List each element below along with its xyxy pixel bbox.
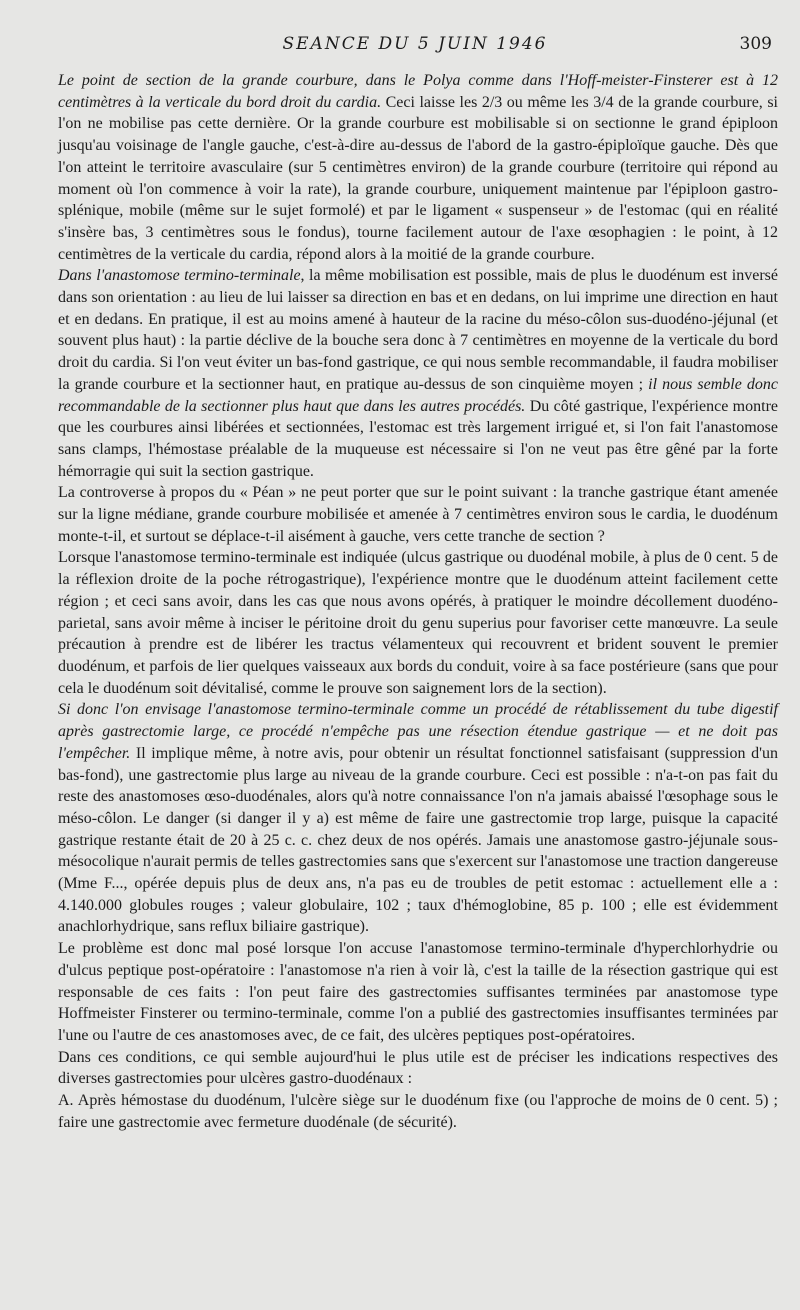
- running-title: SEANCE DU 5 JUIN 1946: [282, 34, 548, 54]
- paragraph-5-text: Il implique même, à notre avis, pour obtenir un résultat fonctionnel satisfaisant (suppression d'un bas-fond), une gastrectomie plus large au niveau de la grande courbure. Ceci est possible : n'a-t-on pas fait du reste des anastomoses œso-duodénales, alors qu'à notre connaissance l'on n'a jamais abaissé l'œsophage sous le méso-côlon. Le danger (si danger il y a) est même de faire une gastrectomie trop large, puisque la capacité gastrique restante était de 20 à 25 c. c. chez deux de nos opérés. Jamais une anastomose gastro-jéjunale sous-mésocolique n'aurait permis de telles gastrectomies sans que s'exercent sur l'anastomose une traction dangereuse (Mme F..., opérée depuis plus de deux ans, n'a pas eu de troubles de petit estomac : actuellement elle a : 4.140.000 globules rouges ; valeur globulaire, 102 ; taux d'hémoglobine, 85 p. 100 ; elle est évidemment anachlorhydrique, sans reflux biliaire gastrique).: [58, 744, 778, 936]
- paragraph-4-text: Lorsque l'anastomose termino-terminale est indiquée (ulcus gastrique ou duodénal mobile, à plus de 0 cent. 5 de la réflexion droite de la poche rétrogastrique), l'expérience montre que le duodénum atteint facilement cette région ; et ceci sans avoir, dans les cas que nous avons opérés, à pratiquer le moindre décollement duodéno-parietal, sans avoir même à inciser le péritoine droit du genu superius pour favoriser cette manœuvre. La seule précaution à prendre est de libérer les tractus vélamenteux qui recouvrent et brident souvent le premier duodénum, et parfois de lier quelques vaisseaux aux bords du conduit, voire à sa face postérieure (sans que pour cela le duodénum soit dévitalisé, comme le prouve son saignement lors de la section).: [58, 549, 778, 697]
- paragraph-1-italic-segment: Le point de section de la grande courbure, dans le Polya comme dans l'Hoff-meister-Finsterer est à 12 centimètres à la verticale du bord droit du cardia.: [58, 72, 778, 111]
- paragraph-1: [58, 70, 778, 265]
- paragraph-2-italic-lead: Dans l'anastomose termino-terminale: [58, 267, 301, 285]
- page-number: 309: [739, 34, 772, 54]
- paragraph-2-text-segment: , la même mobilisation est possible, mais de plus le duodénum est inversé dans son orientation : au lieu de lui laisser sa direction en bas et en dedans, on lui imprime une direction en haut et en dedans. En pratique, il est au moins amené à hauteur de la racine du méso-côlon sus-duodéno-jéjunal (et souvent plus haut) : la partie déclive de la bouche sera donc à 7 centimètres en moyenne de la verticale du bord droit du cardia. Si l'on veut éviter un bas-fond gastrique, ce qui nous semble recommandable, il faudra mobiliser la grande courbure et la sectionner haut, en pratique au-dessus de son cinquième moyen ;: [58, 267, 778, 393]
- paragraph-3-text: La controverse à propos du « Péan » ne peut porter que sur le point suivant : la tranche gastrique étant amenée sur la ligne médiane, grande courbure mobilisée et amenée à 7 centimètres environ sous le cardia, le duodénum monte-t-il, et surtout se déplace-t-il aisément à gauche, vers cette tranche de section ?: [58, 484, 778, 545]
- paragraph-7-text: Dans ces conditions, ce qui semble aujourd'hui le plus utile est de préciser les indications respectives des diverses gastrectomies pour ulcères gastro-duodénaux :: [58, 1048, 778, 1088]
- paragraph-7: [58, 1047, 778, 1090]
- paragraph-1-text-segment: Ceci laisse les 2/3 ou même les 3/4 de la grande courbure, si l'on ne mobilise pas cette dernière. Or la grande courbure est mobilisable si on sectionne le grand épiploon jusqu'au voisinage de l'angle gauche, c'est-à-dire au-dessus de l'abord de la gastro-épiploïque gauche. Dès que l'on atteint le territoire avasculaire (sur 5 centimètres environ) de la grande courbure (territoire qui répond au moment où l'on commence à voir la rate), la grande courbure, uniquement maintenue par l'épiploon gastro-splénique, mobile (même sur le sujet formolé) et par le ligament « suspenseur » de l'estomac (qui en réalité s'insère bas, 3 centimètres sous le fondus), tourne facilement autour de l'axe œsophagien : le point, à 12 centimètres de la verticale du cardia, répond alors à la moitié de la grande courbure.: [58, 93, 779, 263]
- paragraph-5-italic-lead: Si donc l'on envisage l'anastomose termino-terminale comme un procédé de rétablissement du tube digestif après gastrectomie large, ce procédé n'empêche pas une résection étendue gastrique — et ne doit pas l'empêcher.: [58, 701, 778, 762]
- paragraph-2: [58, 265, 778, 482]
- body-text: [58, 70, 778, 1133]
- paragraph-6-text: Le problème est donc mal posé lorsque l'on accuse l'anastomose termino-terminale d'hyperchlorhydrie ou d'ulcus peptique post-opératoire : l'anastomose n'a rien à voir là, c'est la taille de la résection gastrique qui est responsable de ces faits : l'on peut faire des gastrectomies suffisantes terminées par anastomose type Hoffmeister Finsterer ou termino-terminale, comme l'on a publié des gastrectomies insuffisantes terminées par l'une ou l'autre de ces anastomoses avec, de ce fait, des ulcères peptiques post-opératoires.: [58, 940, 778, 1044]
- running-header: [58, 34, 772, 62]
- paragraph-4: [58, 547, 778, 699]
- paragraph-2-text-tail: Du côté gastrique, l'expérience montre que les courbures ainsi libérées et sectionnées, l'estomac est très largement irrigué et, si l'on fait l'anastomose sans clamps, l'hémostase préalable de la muqueuse est nécessaire si l'on ne veut pas être gêné par la forte hémorragie qui suit la section gastrique.: [58, 397, 779, 480]
- paragraph-6: [58, 938, 778, 1047]
- paragraph-8-text: A. Après hémostase du duodénum, l'ulcère siège sur le duodénum fixe (ou l'approche de moins de 0 cent. 5) ; faire une gastrectomie avec fermeture duodénale (de sécurité).: [58, 1092, 778, 1131]
- paragraph-8: [58, 1090, 778, 1133]
- paragraph-5: [58, 699, 778, 938]
- paragraph-3: [58, 482, 778, 547]
- paragraph-2-italic-emphasis: il nous semble donc recommandable de la sectionner plus haut que dans les autres procédés.: [58, 375, 778, 415]
